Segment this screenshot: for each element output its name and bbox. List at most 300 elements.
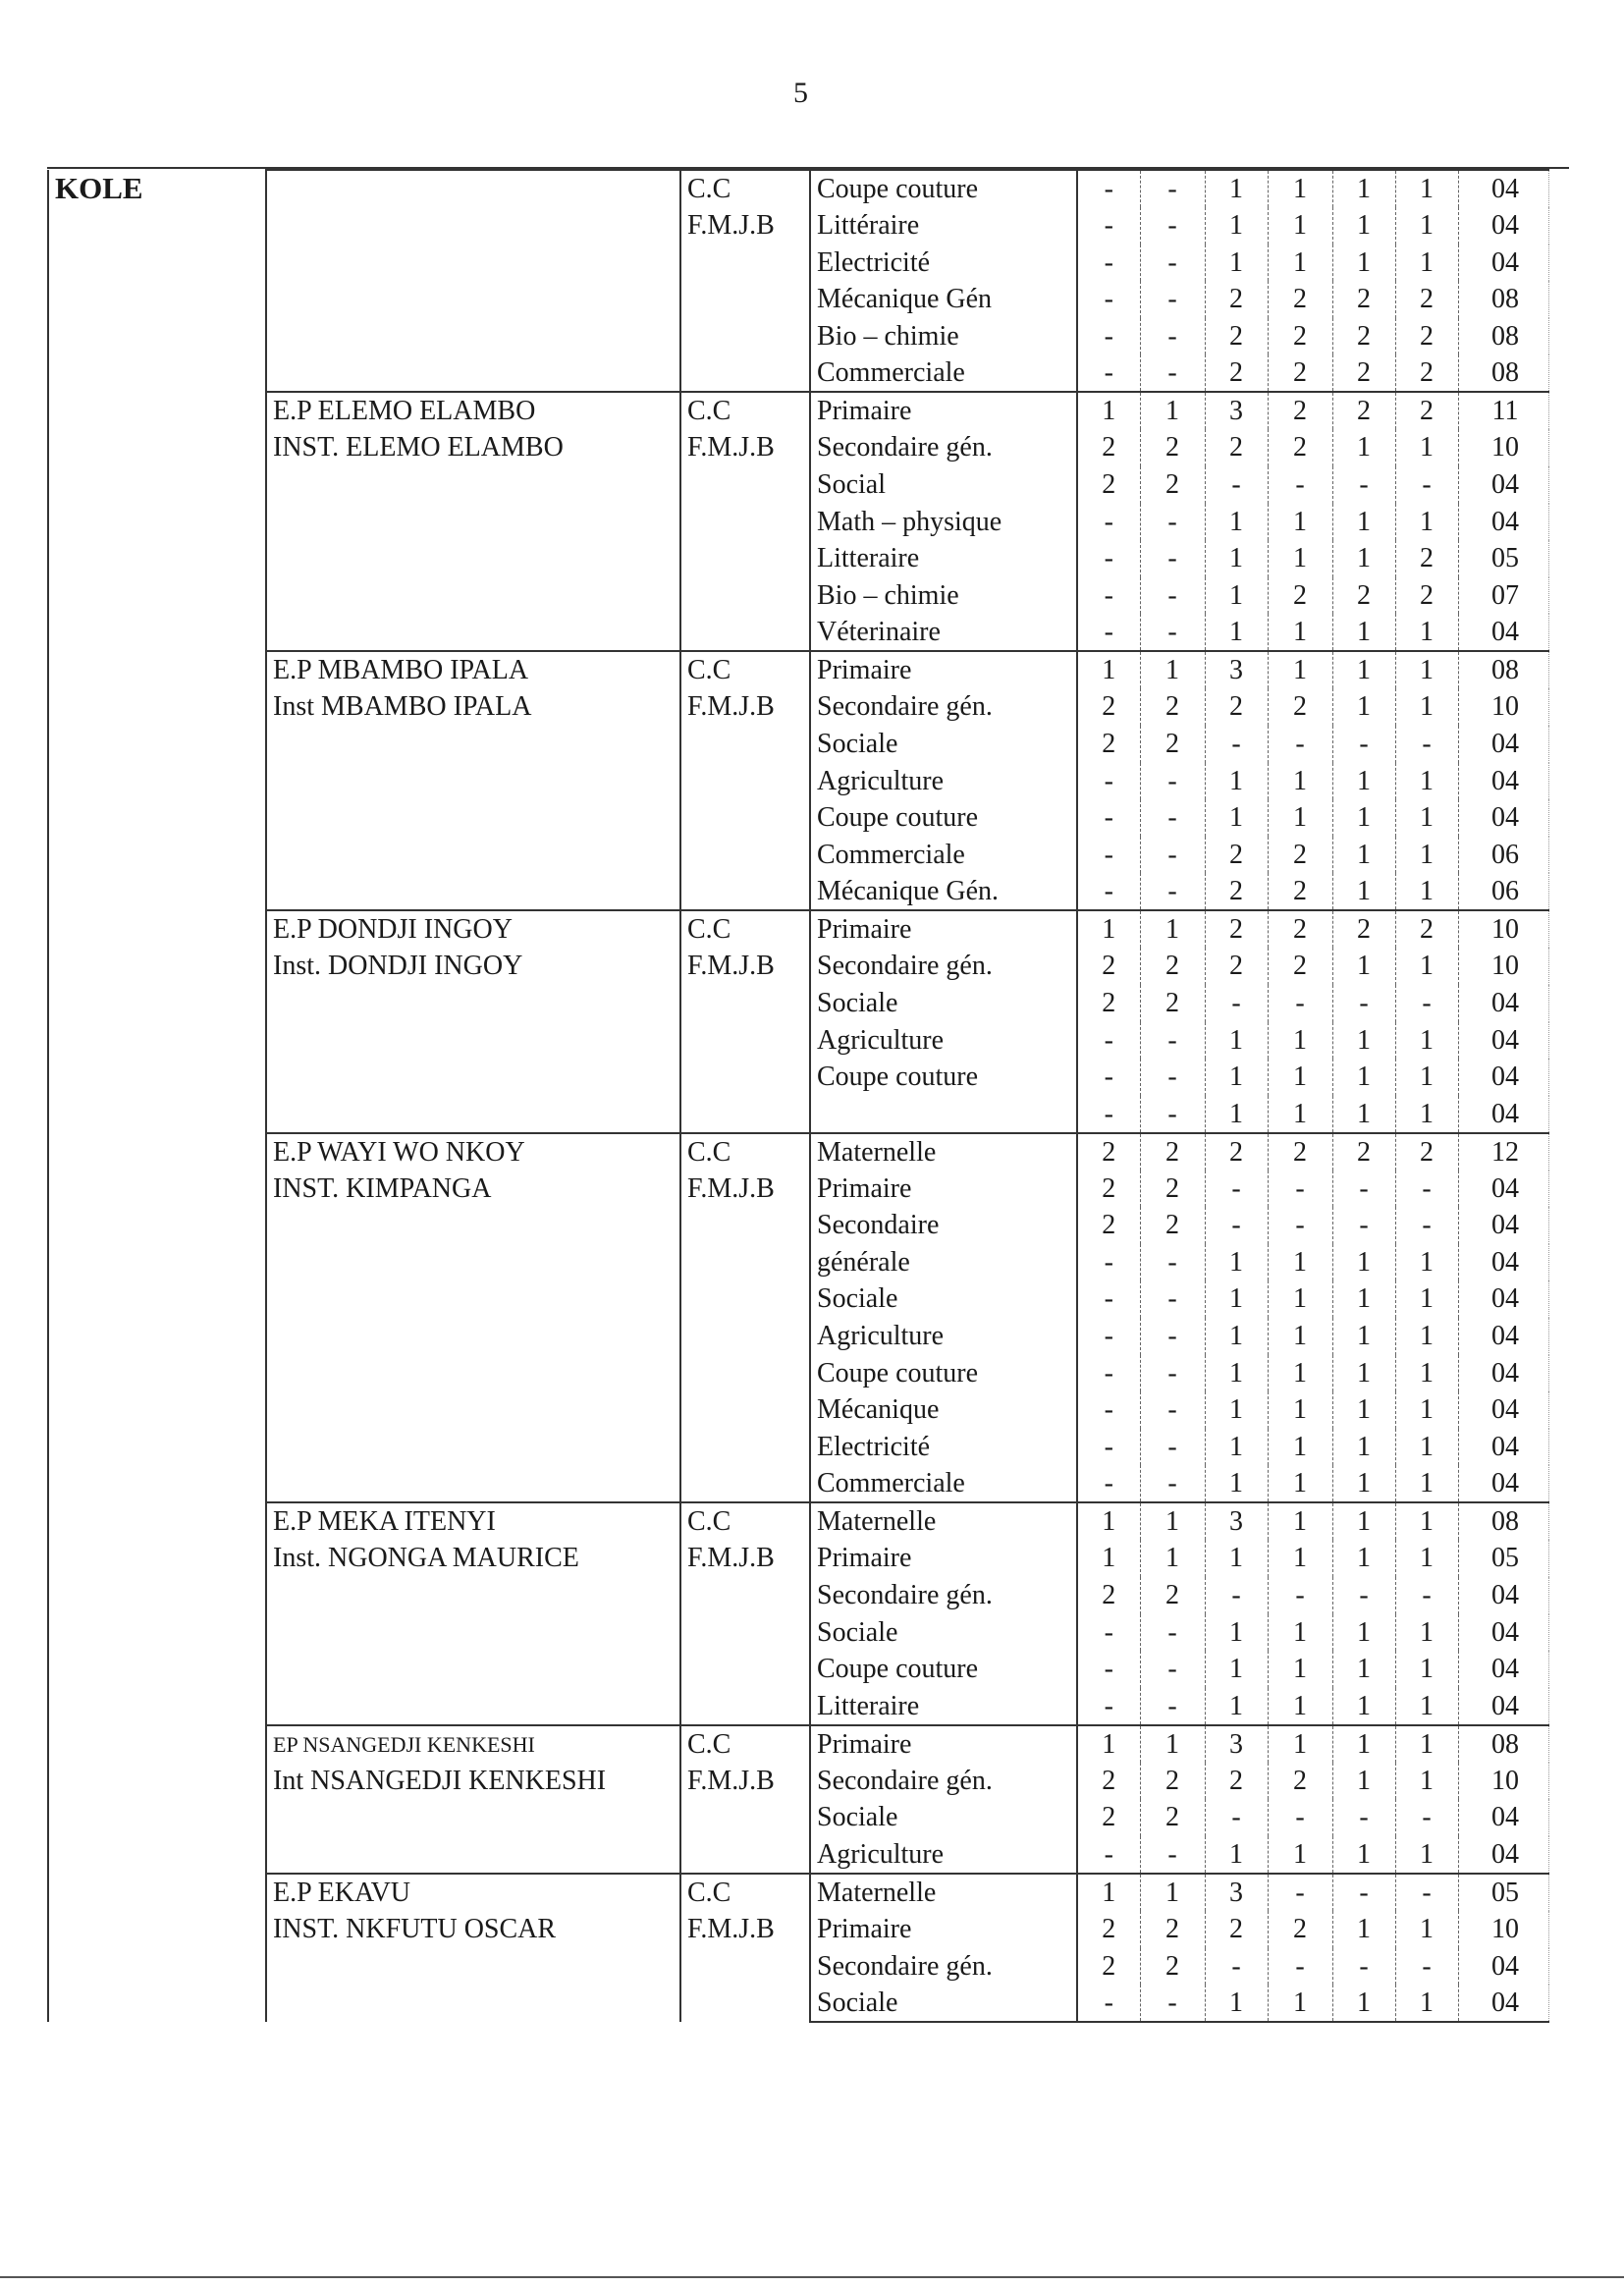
count-value: - xyxy=(1140,1391,1205,1429)
count-value: - xyxy=(1077,1465,1140,1502)
count-value: - xyxy=(1395,985,1458,1022)
count-value: 1 xyxy=(1077,1502,1140,1540)
count-value: - xyxy=(1077,540,1140,577)
count-value: 2 xyxy=(1205,429,1268,466)
count-value: - xyxy=(1077,1391,1140,1429)
filiere: Coupe couture xyxy=(810,1651,1077,1688)
count-value: - xyxy=(1332,985,1395,1022)
table-row xyxy=(48,910,1548,948)
total-value: 04 xyxy=(1458,985,1548,1022)
count-value: 1 xyxy=(1268,1059,1332,1096)
count-value: 1 xyxy=(1268,1985,1332,2022)
count-value: 1 xyxy=(1268,799,1332,837)
count-value: - xyxy=(1140,540,1205,577)
count-value: 2 xyxy=(1268,1133,1332,1171)
school-name-line: E.P WAYI WO NKOY xyxy=(273,1136,525,1168)
count-value: 1 xyxy=(1205,577,1268,615)
count-value: 2 xyxy=(1268,1763,1332,1800)
count-value: 2 xyxy=(1395,1133,1458,1171)
filiere: Mécanique Gén. xyxy=(810,873,1077,910)
filiere: Commerciale xyxy=(810,837,1077,874)
convention xyxy=(680,1502,810,1724)
count-value: 2 xyxy=(1332,577,1395,615)
count-value: 1 xyxy=(1332,1280,1395,1318)
count-value: - xyxy=(1077,207,1140,245)
filiere: Electricité xyxy=(810,245,1077,282)
count-value: - xyxy=(1077,1688,1140,1725)
count-value: 1 xyxy=(1395,504,1458,541)
school-name xyxy=(266,1502,680,1724)
count-value: 1 xyxy=(1332,1614,1395,1652)
count-value: - xyxy=(1140,837,1205,874)
page-number: 5 xyxy=(793,77,808,109)
count-value: - xyxy=(1332,1948,1395,1986)
total-value: 05 xyxy=(1458,540,1548,577)
count-value: 2 xyxy=(1077,1577,1140,1614)
count-value: 2 xyxy=(1332,910,1395,948)
count-value: - xyxy=(1140,1022,1205,1060)
count-value: 1 xyxy=(1140,1725,1205,1763)
filiere: Primaire xyxy=(810,1911,1077,1948)
total-value: 10 xyxy=(1458,948,1548,985)
count-value: - xyxy=(1140,281,1205,318)
count-value: 1 xyxy=(1140,1540,1205,1577)
filiere: Secondaire gén. xyxy=(810,688,1077,726)
filiere: Sociale xyxy=(810,1985,1077,2022)
total-value: 04 xyxy=(1458,1318,1548,1355)
count-value: 1 xyxy=(1205,170,1268,207)
count-value: 1 xyxy=(1332,1763,1395,1800)
count-value: 1 xyxy=(1205,1391,1268,1429)
count-value: - xyxy=(1395,1207,1458,1244)
count-value: 2 xyxy=(1140,1207,1205,1244)
count-value: 2 xyxy=(1395,281,1458,318)
count-value: 1 xyxy=(1395,688,1458,726)
count-value: - xyxy=(1077,504,1140,541)
count-value: 1 xyxy=(1205,504,1268,541)
count-value: 2 xyxy=(1395,577,1458,615)
count-value: 1 xyxy=(1395,1763,1458,1800)
total-value: 11 xyxy=(1458,392,1548,429)
count-value: 1 xyxy=(1205,1688,1268,1725)
filiere: Agriculture xyxy=(810,1318,1077,1355)
count-value: 1 xyxy=(1205,1465,1268,1502)
school-name-line: INST. NKFUTU OSCAR xyxy=(273,1914,557,1944)
filiere: Bio – chimie xyxy=(810,577,1077,615)
count-value: 1 xyxy=(1268,1540,1332,1577)
count-value: - xyxy=(1205,1171,1268,1208)
filiere: Commerciale xyxy=(810,1465,1077,1502)
school-name-line: E.P DONDJI INGOY xyxy=(273,914,513,946)
total-value: 04 xyxy=(1458,1207,1548,1244)
school-name-line: Inst. DONDJI INGOY xyxy=(273,951,523,982)
count-value: - xyxy=(1332,1577,1395,1614)
total-value: 04 xyxy=(1458,1429,1548,1466)
count-value: 1 xyxy=(1332,1391,1395,1429)
count-value: 1 xyxy=(1332,1429,1395,1466)
count-value: - xyxy=(1077,799,1140,837)
count-value: 2 xyxy=(1205,948,1268,985)
count-value: 2 xyxy=(1077,726,1140,763)
count-value: 2 xyxy=(1140,1577,1205,1614)
count-value: 2 xyxy=(1268,429,1332,466)
count-value: 2 xyxy=(1268,1911,1332,1948)
filiere: Secondaire gén. xyxy=(810,1763,1077,1800)
total-value: 08 xyxy=(1458,354,1548,392)
count-value: - xyxy=(1140,1836,1205,1874)
count-value: - xyxy=(1395,1948,1458,1986)
count-value: 2 xyxy=(1077,1911,1140,1948)
total-value: 04 xyxy=(1458,1244,1548,1281)
count-value: 1 xyxy=(1268,1429,1332,1466)
count-value: - xyxy=(1332,1799,1395,1836)
count-value: - xyxy=(1268,1207,1332,1244)
filiere: Math – physique xyxy=(810,504,1077,541)
count-value: 1 xyxy=(1140,910,1205,948)
count-value: - xyxy=(1077,1836,1140,1874)
count-value: 1 xyxy=(1395,1614,1458,1652)
count-value: 1 xyxy=(1332,1911,1395,1948)
count-value: 1 xyxy=(1268,1355,1332,1392)
count-value: 1 xyxy=(1395,948,1458,985)
count-value: 2 xyxy=(1140,985,1205,1022)
total-value: 10 xyxy=(1458,1763,1548,1800)
count-value: - xyxy=(1077,1096,1140,1133)
count-value: 1 xyxy=(1395,1651,1458,1688)
count-value: - xyxy=(1077,1022,1140,1060)
total-value: 08 xyxy=(1458,1725,1548,1763)
convention xyxy=(680,170,810,392)
count-value: 1 xyxy=(1395,1465,1458,1502)
filiere: Mécanique Gén xyxy=(810,281,1077,318)
count-value: 2 xyxy=(1077,688,1140,726)
count-value: 1 xyxy=(1332,614,1395,651)
count-value: 1 xyxy=(1140,392,1205,429)
count-value: - xyxy=(1140,577,1205,615)
count-value: 2 xyxy=(1077,1207,1140,1244)
school-name xyxy=(266,1725,680,1874)
filiere: Coupe couture xyxy=(810,799,1077,837)
convention-line: C.C xyxy=(687,1728,731,1760)
count-value: 1 xyxy=(1140,1502,1205,1540)
count-value: 2 xyxy=(1332,281,1395,318)
count-value: 1 xyxy=(1332,1318,1395,1355)
count-value: 1 xyxy=(1332,1725,1395,1763)
school-name-line: E.P EKAVU xyxy=(273,1878,411,1908)
count-value: 1 xyxy=(1077,1874,1140,1911)
count-value: - xyxy=(1268,985,1332,1022)
count-value: 1 xyxy=(1332,1836,1395,1874)
count-value: 1 xyxy=(1395,873,1458,910)
filiere: Social xyxy=(810,466,1077,504)
count-value: - xyxy=(1332,1874,1395,1911)
count-value: 1 xyxy=(1205,207,1268,245)
filiere: Commerciale xyxy=(810,354,1077,392)
count-value: - xyxy=(1077,1614,1140,1652)
count-value: 2 xyxy=(1077,948,1140,985)
filiere: Electricité xyxy=(810,1429,1077,1466)
count-value: - xyxy=(1268,1948,1332,1986)
count-value: 1 xyxy=(1395,1391,1458,1429)
table-row xyxy=(48,1502,1548,1540)
count-value: 1 xyxy=(1332,170,1395,207)
school-name xyxy=(266,651,680,910)
count-value: - xyxy=(1140,1059,1205,1096)
count-value: 2 xyxy=(1395,392,1458,429)
count-value: 2 xyxy=(1140,1799,1205,1836)
filiere: Primaire xyxy=(810,1540,1077,1577)
filiere: Maternelle xyxy=(810,1502,1077,1540)
filiere: générale xyxy=(810,1244,1077,1281)
total-value: 04 xyxy=(1458,1651,1548,1688)
count-value: - xyxy=(1077,1318,1140,1355)
count-value: - xyxy=(1140,1280,1205,1318)
convention-line: C.C xyxy=(687,914,731,946)
count-value: - xyxy=(1077,1280,1140,1318)
convention-line: F.M.J.B xyxy=(687,951,775,982)
count-value: 1 xyxy=(1205,763,1268,800)
count-value: - xyxy=(1268,1171,1332,1208)
school-name-line: EP NSANGEDJI KENKESHI xyxy=(273,1731,535,1757)
total-value: 04 xyxy=(1458,763,1548,800)
count-value: 2 xyxy=(1077,1799,1140,1836)
filiere: Sociale xyxy=(810,985,1077,1022)
count-value: 2 xyxy=(1140,1948,1205,1986)
count-value: - xyxy=(1077,1985,1140,2022)
count-value: 1 xyxy=(1205,1059,1268,1096)
count-value: 1 xyxy=(1268,1465,1332,1502)
count-value: 2 xyxy=(1395,910,1458,948)
count-value: 1 xyxy=(1395,1985,1458,2022)
count-value: 1 xyxy=(1395,651,1458,688)
count-value: - xyxy=(1332,1171,1395,1208)
count-value: 1 xyxy=(1077,392,1140,429)
count-value: - xyxy=(1205,1948,1268,1986)
count-value: 1 xyxy=(1332,1244,1395,1281)
count-value: 3 xyxy=(1205,1874,1268,1911)
total-value: 10 xyxy=(1458,688,1548,726)
count-value: 1 xyxy=(1332,245,1395,282)
count-value: - xyxy=(1205,1207,1268,1244)
count-value: 1 xyxy=(1268,207,1332,245)
filiere: Secondaire gén. xyxy=(810,948,1077,985)
count-value: - xyxy=(1077,577,1140,615)
count-value: 2 xyxy=(1140,1911,1205,1948)
count-value: 2 xyxy=(1268,392,1332,429)
convention-line: F.M.J.B xyxy=(687,432,775,463)
count-value: 1 xyxy=(1268,1096,1332,1133)
total-value: 04 xyxy=(1458,1465,1548,1502)
count-value: 3 xyxy=(1205,1502,1268,1540)
total-value: 04 xyxy=(1458,614,1548,651)
count-value: 1 xyxy=(1077,651,1140,688)
count-value: 2 xyxy=(1205,1763,1268,1800)
count-value: 2 xyxy=(1268,688,1332,726)
count-value: 1 xyxy=(1332,688,1395,726)
count-value: 1 xyxy=(1332,540,1395,577)
count-value: 1 xyxy=(1205,1355,1268,1392)
total-value: 04 xyxy=(1458,799,1548,837)
count-value: 1 xyxy=(1268,540,1332,577)
table-row xyxy=(48,170,1548,207)
school-name-line: INST. ELEMO ELAMBO xyxy=(273,432,564,463)
total-value: 04 xyxy=(1458,1059,1548,1096)
count-value: 1 xyxy=(1395,1429,1458,1466)
count-value: - xyxy=(1140,1465,1205,1502)
school-name-line: Int NSANGEDJI KENKESHI xyxy=(273,1765,607,1796)
count-value: - xyxy=(1395,466,1458,504)
count-value: 2 xyxy=(1205,318,1268,355)
count-value: 1 xyxy=(1268,763,1332,800)
count-value: 1 xyxy=(1205,1318,1268,1355)
count-value: 1 xyxy=(1395,1096,1458,1133)
count-value: - xyxy=(1140,245,1205,282)
count-value: 2 xyxy=(1077,1948,1140,1986)
count-value: 2 xyxy=(1268,837,1332,874)
school-name xyxy=(266,1874,680,2022)
convention xyxy=(680,651,810,910)
count-value: 1 xyxy=(1205,1651,1268,1688)
count-value: 2 xyxy=(1140,429,1205,466)
total-value: 07 xyxy=(1458,577,1548,615)
count-value: 1 xyxy=(1332,1059,1395,1096)
school-name xyxy=(266,170,680,392)
table-row xyxy=(48,1725,1548,1763)
convention-line: C.C xyxy=(687,655,731,686)
count-value: - xyxy=(1140,614,1205,651)
school-name xyxy=(266,1133,680,1503)
count-value: 1 xyxy=(1268,1318,1332,1355)
count-value: 2 xyxy=(1077,466,1140,504)
count-value: - xyxy=(1140,1985,1205,2022)
count-value: 1 xyxy=(1332,1651,1395,1688)
total-value: 04 xyxy=(1458,1985,1548,2022)
count-value: - xyxy=(1395,1577,1458,1614)
convention-line: F.M.J.B xyxy=(687,1914,775,1944)
count-value: 3 xyxy=(1205,392,1268,429)
count-value: 1 xyxy=(1268,1391,1332,1429)
count-value: - xyxy=(1140,318,1205,355)
count-value: 1 xyxy=(1205,1244,1268,1281)
count-value: 1 xyxy=(1268,1725,1332,1763)
count-value: 2 xyxy=(1268,577,1332,615)
count-value: - xyxy=(1140,873,1205,910)
count-value: 1 xyxy=(1332,763,1395,800)
count-value: 2 xyxy=(1268,948,1332,985)
count-value: 2 xyxy=(1077,1171,1140,1208)
total-value: 10 xyxy=(1458,429,1548,466)
count-value: 1 xyxy=(1395,1836,1458,1874)
count-value: - xyxy=(1268,726,1332,763)
filiere: Primaire xyxy=(810,651,1077,688)
count-value: 1 xyxy=(1332,1355,1395,1392)
count-value: 1 xyxy=(1268,614,1332,651)
count-value: 1 xyxy=(1268,1614,1332,1652)
convention xyxy=(680,1874,810,2022)
count-value: 1 xyxy=(1395,1059,1458,1096)
count-value: 1 xyxy=(1395,1502,1458,1540)
total-value: 04 xyxy=(1458,1355,1548,1392)
count-value: - xyxy=(1395,726,1458,763)
count-value: 1 xyxy=(1395,1725,1458,1763)
count-value: 1 xyxy=(1268,1688,1332,1725)
count-value: 1 xyxy=(1395,245,1458,282)
count-value: - xyxy=(1077,354,1140,392)
count-value: 1 xyxy=(1332,837,1395,874)
count-value: - xyxy=(1140,1614,1205,1652)
region-name: KOLE xyxy=(48,170,266,2022)
filiere: Sociale xyxy=(810,1280,1077,1318)
total-value: 05 xyxy=(1458,1540,1548,1577)
count-value: 1 xyxy=(1395,1244,1458,1281)
count-value: 2 xyxy=(1205,837,1268,874)
total-value: 04 xyxy=(1458,726,1548,763)
filiere: Littéraire xyxy=(810,207,1077,245)
count-value: - xyxy=(1140,354,1205,392)
total-value: 08 xyxy=(1458,651,1548,688)
total-value: 08 xyxy=(1458,318,1548,355)
count-value: 2 xyxy=(1268,873,1332,910)
count-value: 1 xyxy=(1205,614,1268,651)
count-value: 2 xyxy=(1140,688,1205,726)
count-value: - xyxy=(1077,1059,1140,1096)
count-value: 2 xyxy=(1205,873,1268,910)
convention-line: F.M.J.B xyxy=(687,1172,775,1204)
count-value: - xyxy=(1140,1429,1205,1466)
count-value: 2 xyxy=(1268,910,1332,948)
count-value: 1 xyxy=(1395,170,1458,207)
convention-line: C.C xyxy=(687,1878,731,1908)
school-name-line: Inst. NGONGA MAURICE xyxy=(273,1543,579,1574)
count-value: - xyxy=(1268,1874,1332,1911)
filiere xyxy=(810,1096,1077,1133)
school-table xyxy=(47,169,1549,2023)
total-value: 06 xyxy=(1458,873,1548,910)
count-value: 1 xyxy=(1332,504,1395,541)
convention xyxy=(680,1133,810,1503)
filiere: Agriculture xyxy=(810,1836,1077,1874)
count-value: - xyxy=(1077,614,1140,651)
count-value: - xyxy=(1140,763,1205,800)
count-value: - xyxy=(1077,1429,1140,1466)
convention-line: F.M.J.B xyxy=(687,1765,775,1796)
filiere: Mécanique xyxy=(810,1391,1077,1429)
total-value: 04 xyxy=(1458,1799,1548,1836)
count-value: 1 xyxy=(1332,1688,1395,1725)
count-value: 1 xyxy=(1395,1540,1458,1577)
total-value: 12 xyxy=(1458,1133,1548,1171)
filiere: Agriculture xyxy=(810,1022,1077,1060)
count-value: 1 xyxy=(1268,1836,1332,1874)
count-value: 1 xyxy=(1332,1985,1395,2022)
count-value: 1 xyxy=(1332,948,1395,985)
filiere: Primaire xyxy=(810,910,1077,948)
total-value: 04 xyxy=(1458,1391,1548,1429)
table-row xyxy=(48,1133,1548,1171)
count-value: 1 xyxy=(1332,1465,1395,1502)
count-value: 1 xyxy=(1395,429,1458,466)
count-value: 2 xyxy=(1268,281,1332,318)
count-value: 2 xyxy=(1140,1171,1205,1208)
convention-line: F.M.J.B xyxy=(687,1543,775,1574)
convention xyxy=(680,1725,810,1874)
filiere: Secondaire gén. xyxy=(810,1948,1077,1986)
total-value: 08 xyxy=(1458,281,1548,318)
school-name-line: E.P MBAMBO IPALA xyxy=(273,655,529,686)
school-name xyxy=(266,910,680,1132)
count-value: 1 xyxy=(1268,1280,1332,1318)
count-value: - xyxy=(1140,1244,1205,1281)
